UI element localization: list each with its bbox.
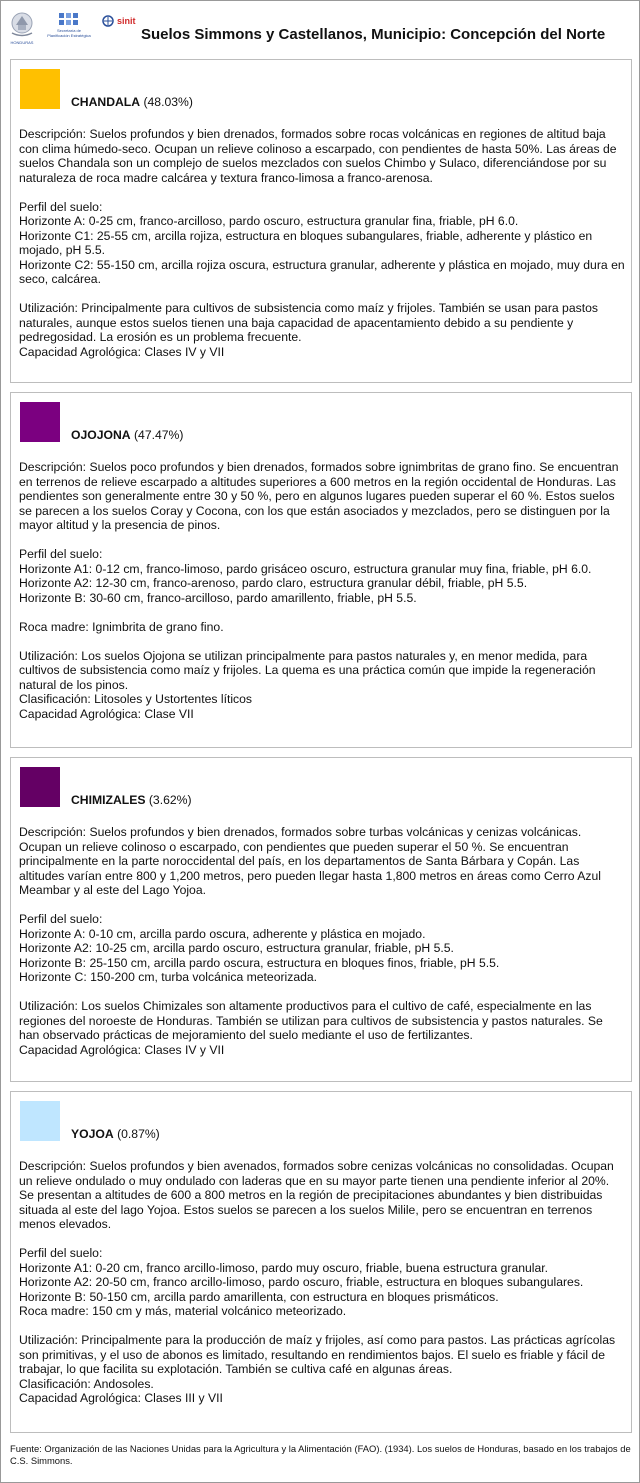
text-line: Descripción: Suelos profundos y bien drenados, formados sobre turbas volcánicas y cenizas volcánicas. Ocupan un relieve colinoso o escarpado, con pendientes que pueden superar el 50 %. Se encuentran principalmente en la parte noroccidental del país, en los departamentos de Santa Bárbara y Copán. Las altitudes varían entre 800 y 1,200 metros, pero pueden llegar hasta 1,800 metros en áreas como Cerro Azul Meambar y al este del Lago Yojoa. — [19, 825, 601, 897]
soil-name: OJOJONA — [71, 428, 131, 442]
page-title: Suelos Simmons y Castellanos, Municipio: Concepción del Norte — [141, 26, 606, 43]
soil-percent: (47.47%) — [134, 428, 184, 442]
text-line: Horizonte C: 150-200 cm, turba volcánica meteorizada. — [19, 970, 318, 984]
text-line: Descripción: Suelos profundos y bien drenados, formados sobre rocas volcánicas en regiones de altitud baja con clima húmedo-seco. Ocupan un relieve colinoso a escarpado, con pendientes de hasta 50%. Las áreas de suelos Chandala son un complejo de suelos mezclados con suelos Chimbo y Sulaco, diferenciándose por su naturaleza de roca madre calcárea y textura franco-limosa a franco-arenosa. — [19, 127, 617, 185]
logo-strip — [7, 11, 136, 47]
description-paragraph — [19, 460, 625, 533]
soil-title-yojoa — [71, 1127, 160, 1141]
profile-paragraph — [19, 912, 625, 985]
soil-description-block — [19, 1159, 625, 1406]
secretaria-logo-text: Secretaría de Planificación Estratégica — [47, 28, 91, 38]
soil-title-chimizales — [71, 793, 192, 807]
ojojona-color-swatch — [20, 402, 60, 442]
source-footer: Fuente: Organización de las Naciones Unidas para la Agricultura y la Alimentación (FAO). (1934). Los suelos de Honduras, basado en los trabajos de C.S. Simmons. — [10, 1443, 631, 1466]
text-line: Descripción: Suelos poco profundos y bien drenados, formados sobre ignimbritas de grano fino. Se encuentran en terrenos de relieve escarpado a altitudes superiores a 600 metros en la región occidental de Honduras. Las pendientes son generalmente entre 30 y 50 %, pero en algunos lugares pueden superar el 60 %. Estos suelos se parecen a los suelos Coray y Cocona, con los que están asociados y mezclados, pero se distinguen por la mayor altitud y la presencia de pinos. — [19, 460, 619, 532]
text-line: Horizonte B: 25-150 cm, arcilla pardo oscura, estructura en bloques finos, friable, pH 5.5. — [19, 955, 500, 970]
yojoa-color-swatch — [20, 1101, 60, 1141]
description-paragraph — [19, 127, 625, 185]
text-line: Utilización: Principalmente para la producción de maíz y frijoles, así como para pastos. Las prácticas agrícolas son primitivas, y el uso de abonos es limitado, resultando en rendimientos bajos. El suelo es friable y fácil de trabajar, lo que facilita su explotación. También se cultiva café en algunas áreas. — [19, 1333, 616, 1376]
parent-rock-paragraph — [19, 620, 625, 635]
text-line: Clasificación: Andosoles. — [19, 1376, 154, 1391]
text-line: Utilización: Los suelos Ojojona se utilizan principalmente para pastos naturales y, en menor medida, para cultivos de subsistencia como maíz y frijoles. La quema es una práctica común que impide la regeneración natural de los pinos. — [19, 648, 596, 692]
profile-paragraph — [19, 200, 625, 287]
description-paragraph — [19, 1159, 625, 1232]
text-line: Capacidad Agrológica: Clase VII — [19, 706, 194, 721]
text-line: Horizonte A2: 12-30 cm, franco-arenoso, pardo claro, estructura granular débil, friable, pH 5.5. — [19, 576, 528, 590]
honduras-logo-text: HONDURAS — [10, 40, 34, 45]
text-line: Descripción: Suelos profundos y bien avenados, formados sobre cenizas volcánicas no consolidadas. Ocupan un relieve ondulado o muy ondulado con laderas que en su mayor parte tienen una pendiente inferior al 20%. Se presentan a altitudes de 600 a 800 metros en la región de precipitaciones abundantes y bien distribuidas situada al este del lago Yojoa. Estos suelos se parecen a los suelos Milile, pero se encuentran en terrenos menos elevados. — [19, 1159, 614, 1231]
soil-description-block — [19, 127, 625, 359]
sinit-logo — [101, 15, 136, 27]
text-line: Horizonte C1: 25-55 cm, arcilla rojiza, estructura en bloques subangulares, friable, adherente y plástico en mojado, pH 5.5. — [19, 228, 593, 257]
soil-description-block — [19, 825, 625, 1057]
text-line: Horizonte A1: 0-12 cm, franco-limoso, pardo grisáceo oscuro, estructura granular muy fina, friable, pH 6.0. — [19, 561, 592, 576]
text-line: Horizonte B: 50-150 cm, arcilla pardo amarillenta, con estructura en bloques prismáticos. — [19, 1289, 499, 1304]
text-line: Perfil del suelo: — [19, 547, 103, 561]
text-line: Perfil del suelo: — [19, 1246, 103, 1260]
chandala-color-swatch — [20, 69, 60, 109]
text-line: Capacidad Agrológica: Clases IV y VII — [19, 1042, 225, 1057]
profile-paragraph — [19, 547, 625, 605]
soil-name: CHANDALA — [71, 95, 141, 109]
usage-paragraph — [19, 1333, 625, 1406]
text-line: Perfil del suelo: — [19, 199, 103, 214]
text-line: Capacidad Agrológica: Clases III y VII — [19, 1391, 223, 1405]
text-line: Horizonte A: 0-25 cm, franco-arcilloso, pardo oscuro, estructura granular fina, friable, pH 6.0. — [19, 214, 519, 228]
usage-paragraph — [19, 649, 625, 722]
soil-card-chimizales — [10, 757, 632, 1082]
honduras-logo — [7, 11, 37, 45]
soil-percent: (48.03%) — [143, 95, 193, 109]
text-line: Clasificación: Litosoles y Ustortentes líticos — [19, 692, 253, 706]
soil-percent: (0.87%) — [117, 1127, 160, 1141]
text-line: Roca madre: 150 cm y más, material volcánico meteorizado. — [19, 1304, 347, 1318]
soil-name: CHIMIZALES — [71, 793, 146, 807]
text-line: Horizonte C2: 55-150 cm, arcilla rojiza oscura, estructura granular, adherente y plástica en mojado, muy dura en seco, calcárea. — [19, 257, 625, 286]
usage-paragraph — [19, 301, 625, 359]
usage-paragraph — [19, 999, 625, 1057]
soil-title-chandala — [71, 95, 193, 109]
soil-description-block — [19, 460, 625, 721]
profile-paragraph — [19, 1246, 625, 1319]
soil-card-ojojona — [10, 392, 632, 748]
soil-name: YOJOA — [71, 1127, 114, 1141]
text-line: Horizonte A2: 10-25 cm, arcilla pardo oscuro, estructura granular, friable, pH 5.5. — [19, 941, 454, 955]
text-line: Horizonte A1: 0-20 cm, franco arcillo-limoso, pardo muy oscuro, friable, buena estructura granular. — [19, 1260, 549, 1275]
sinit-logo-text: sinit — [117, 16, 136, 26]
soil-title-ojojona — [71, 428, 183, 442]
text-line: Capacidad Agrológica: Clases IV y VII — [19, 344, 225, 359]
report-header — [1, 1, 639, 53]
text-line: Horizonte A: 0-10 cm, arcilla pardo oscura, adherente y plástica en mojado. — [19, 926, 426, 941]
text-line: Roca madre: Ignimbrita de grano fino. — [19, 619, 224, 634]
text-line: Horizonte A2: 20-50 cm, franco arcillo-limoso, pardo oscuro, friable, estructura en bloques subangulares. — [19, 1275, 584, 1289]
description-paragraph — [19, 825, 625, 898]
text-line: Utilización: Los suelos Chimizales son altamente productivos para el cultivo de café, especialmente en las regiones del noroeste de Honduras. También se utilizan para cultivos de subsistencia y pastos naturales. Se han observado prácticas de mejoramiento del suelo mediante el uso de fertilizantes. — [19, 999, 603, 1042]
soil-card-chandala — [10, 59, 632, 383]
text-line: Perfil del suelo: — [19, 912, 103, 926]
soil-percent: (3.62%) — [148, 793, 192, 807]
text-line: Horizonte B: 30-60 cm, franco-arcilloso, pardo amarillento, friable, pH 5.5. — [19, 590, 417, 605]
secretaria-planificacion-logo — [47, 11, 91, 38]
chimizales-color-swatch — [20, 767, 60, 807]
soil-card-yojoa — [10, 1091, 632, 1433]
text-line: Utilización: Principalmente para cultivos de subsistencia como maíz y frijoles. También se usan para pastos naturales, aunque estos suelos tienen una baja capacidad de apacentamiento debido a su pendiente y pedregosidad. La erosión es un problema frecuente. — [19, 301, 598, 344]
